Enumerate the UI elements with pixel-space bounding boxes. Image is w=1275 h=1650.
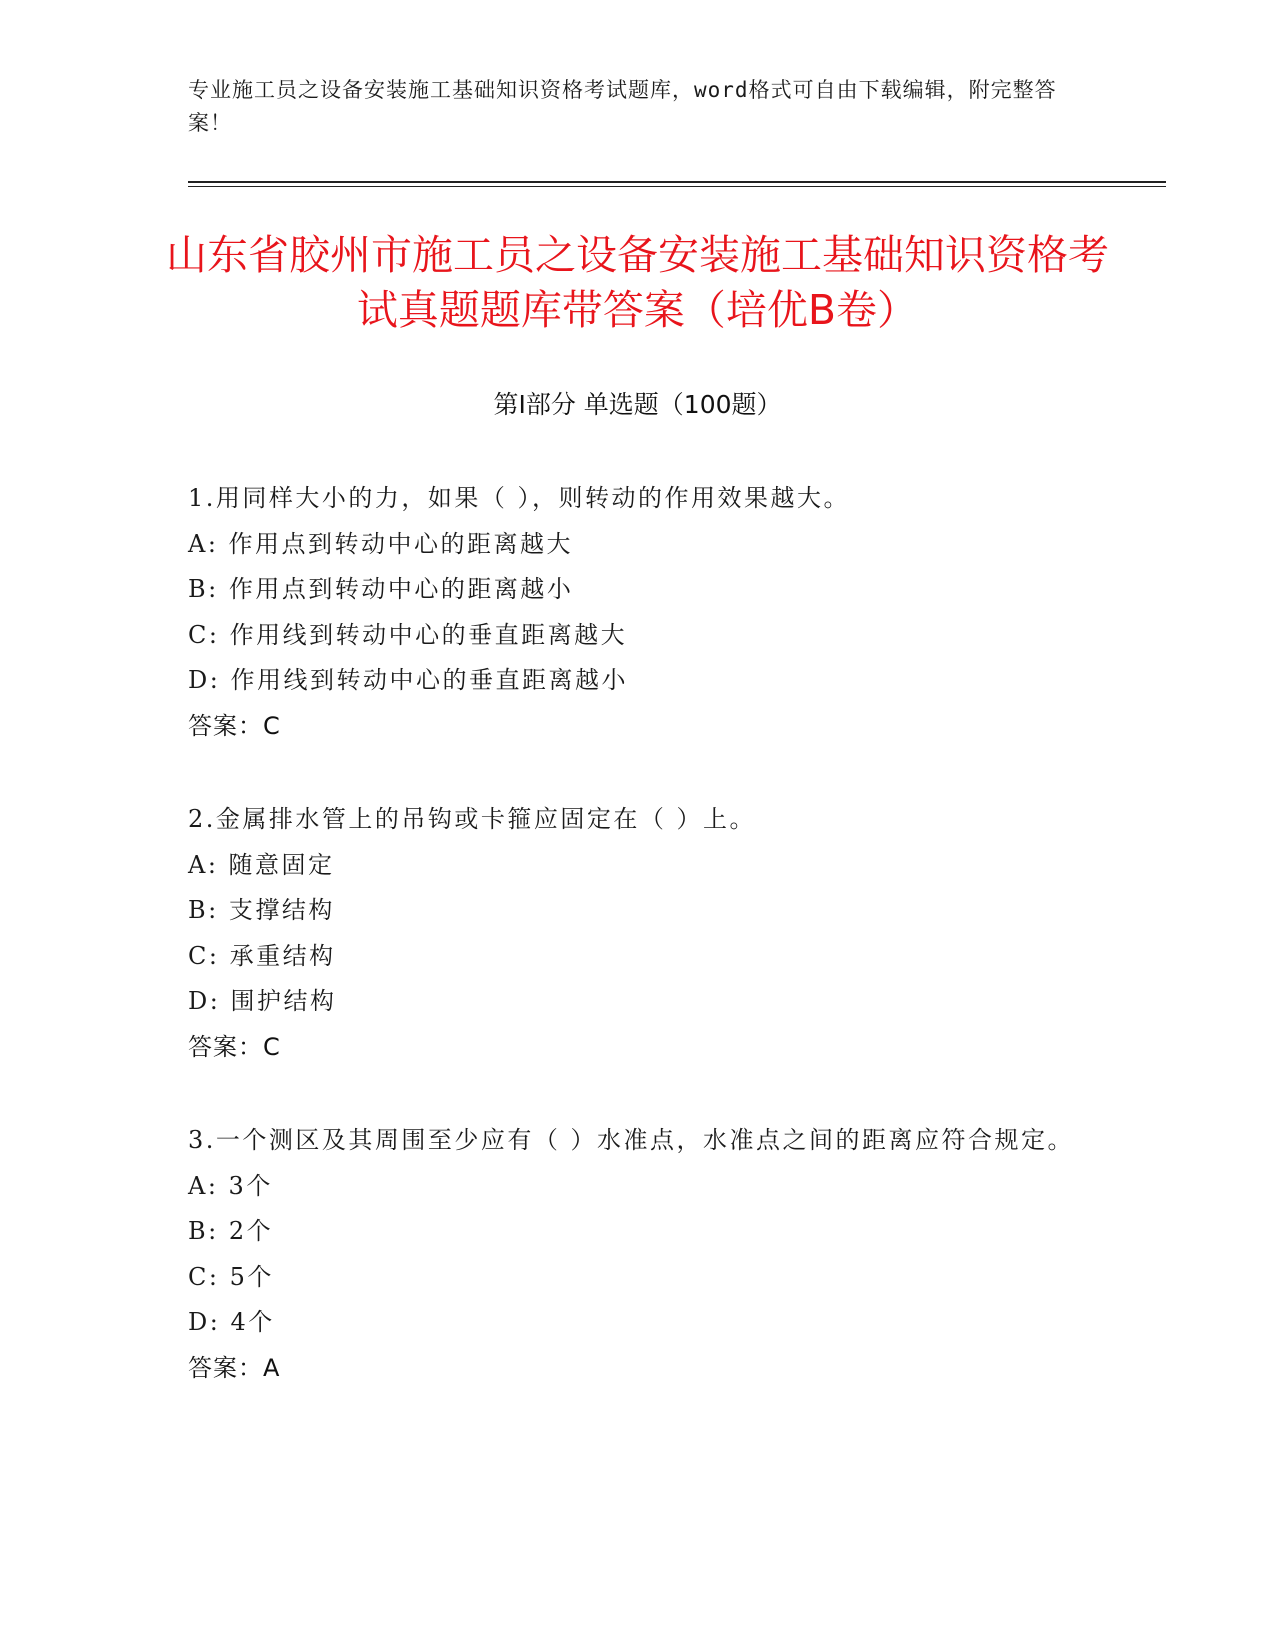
option-a: A: 3个 bbox=[188, 1171, 273, 1200]
option-a: A: 随意固定 bbox=[188, 850, 335, 879]
header-note: 专业施工员之设备安装施工基础知识资格考试题库，word格式可自由下载编辑，附完整答案！ bbox=[188, 78, 1057, 135]
question-2 bbox=[188, 797, 1088, 1071]
document-title: 山东省胶州市施工员之设备安装施工基础知识资格考试真题题库带答案（培优B卷） bbox=[166, 231, 1109, 334]
question-stem: 3.一个测区及其周围至少应有（ ）水准点，水准点之间的距离应符合规定。 bbox=[188, 1126, 1075, 1154]
answer: 答案：C bbox=[188, 711, 281, 740]
section-title: 第Ⅰ部分 单选题（100题） bbox=[493, 390, 782, 419]
option-b: B: 2个 bbox=[188, 1217, 274, 1246]
option-c: C: 作用线到转动中心的垂直距离越大 bbox=[188, 620, 628, 649]
option-a: A: 作用点到转动中心的距离越大 bbox=[188, 529, 574, 558]
option-d: D: 作用线到转动中心的垂直距离越小 bbox=[188, 666, 628, 695]
option-b: B: 作用点到转动中心的距离越小 bbox=[188, 575, 574, 604]
option-d: D: 4个 bbox=[188, 1308, 275, 1337]
option-c: C: 5个 bbox=[188, 1262, 274, 1291]
answer: 答案：C bbox=[188, 1032, 281, 1061]
header-divider-thick bbox=[188, 181, 1166, 183]
option-b: B: 支撑结构 bbox=[188, 896, 335, 925]
option-c: C: 承重结构 bbox=[188, 941, 336, 970]
option-d: D: 围护结构 bbox=[188, 987, 337, 1016]
answer: 答案：A bbox=[188, 1353, 281, 1382]
header-divider-thin bbox=[188, 186, 1166, 187]
question-stem: 2.金属排水管上的吊钩或卡箍应固定在（ ）上。 bbox=[188, 805, 757, 833]
question-3 bbox=[188, 1118, 1088, 1392]
question-1 bbox=[188, 476, 1088, 750]
question-stem: 1.用同样大小的力，如果（ ），则转动的作用效果越大。 bbox=[188, 484, 851, 512]
